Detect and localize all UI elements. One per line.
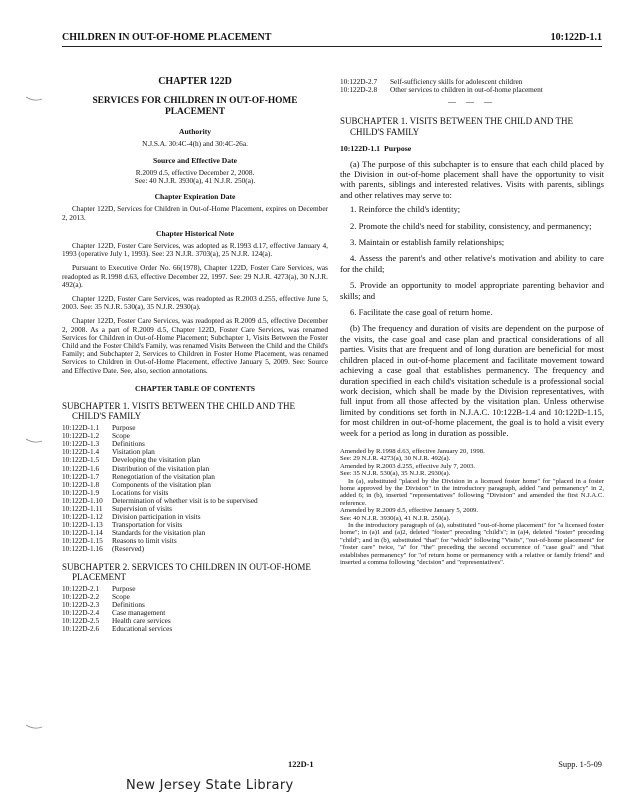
toc-entry-number: 10:122D-1.11 bbox=[62, 504, 103, 514]
margin-mark bbox=[26, 438, 42, 444]
toc-entry-number: 10:122D-1.5 bbox=[62, 455, 100, 465]
amendment-note: Amended by R.1998 d.63, effective January 20, 1998. bbox=[340, 447, 485, 455]
toc-entry-number: 10:122D-1.9 bbox=[62, 487, 100, 497]
toc-entry bbox=[62, 440, 328, 448]
chapter-number: CHAPTER 122D bbox=[158, 76, 232, 87]
toc-entry-number: 10:122D-2.7 bbox=[340, 77, 378, 86]
toc-entry-number: 10:122D-2.5 bbox=[62, 615, 100, 625]
history-paragraph: Chapter 122D, Foster Care Services, was readopted as R.2003 d.255, effective June 5, 2003. See: 35 N.J.R. 530(a), 35 N.J.R. 2930(a). bbox=[62, 294, 328, 312]
subchapter-title: SUBCHAPTER 1. VISITS BETWEEN THE CHILD AND THE CHILD'S FAMILY bbox=[340, 116, 574, 137]
history-paragraph: Pursuant to Executive Order No. 66(1978), Chapter 122D, Foster Care Services, was readopted as R.1998 d.63, effective December 22, 1997. See: 29 N.J.R. 4273(a), 30 N.J.R. 492(a). bbox=[62, 263, 328, 289]
source-line: See: 40 N.J.R. 3930(a), 41 N.J.R. 250(a). bbox=[134, 176, 256, 186]
toc-heading: CHAPTER TABLE OF CONTENTS bbox=[135, 383, 255, 393]
toc-entry-number: 10:122D-1.14 bbox=[62, 528, 103, 538]
amendment-note: See: 40 N.J.R. 3930(a), 41 N.J.R. 250(a). bbox=[340, 514, 451, 522]
toc-entry-number: 10:122D-1.3 bbox=[62, 439, 100, 449]
margin-mark bbox=[26, 96, 42, 102]
toc-subchapter-title: SUBCHAPTER 2. SERVICES TO CHILDREN IN OUT-OF-HOME PLACEMENT bbox=[62, 561, 311, 582]
section-divider: — — — bbox=[448, 97, 496, 107]
amendment-note: Amended by R.2003 d.255, effective July 7, 2003. bbox=[340, 462, 476, 470]
toc-entry-title: Distribution of the visitation plan bbox=[112, 463, 210, 473]
toc-entry-title: Educational services bbox=[112, 624, 173, 634]
paragraph-a: (a) The purpose of this subchapter is to ensure that each child placed by the Division in out-of-home placement shall have the opportunity to visit with parents, siblings and interested relatives. Visits with parents, siblings and other relatives may serve to: bbox=[340, 158, 604, 200]
amendment-note: Amended by R.2009 d.5, effective January 5, 2009. bbox=[340, 507, 479, 515]
toc-entry-title: Supervision of visits bbox=[112, 504, 172, 514]
section-number: 10:122D-1.1 bbox=[340, 144, 381, 154]
header-title: CHILDREN IN OUT-OF-HOME PLACEMENT bbox=[62, 32, 272, 43]
toc-entry-title: Renegotiation of the visitation plan bbox=[112, 471, 215, 481]
toc-entry-title: Scope bbox=[112, 591, 130, 601]
supplement-date: Supp. 1-5-09 bbox=[558, 760, 602, 769]
toc-entry-number: 10:122D-2.3 bbox=[62, 599, 100, 609]
list-item: 5. Provide an opportunity to model appropriate parenting behavior and skills; and bbox=[340, 280, 604, 301]
toc-entry bbox=[62, 481, 328, 489]
toc-entry-number: 10:122D-1.2 bbox=[62, 431, 100, 441]
toc-entry-title: Transportation for visits bbox=[112, 520, 183, 530]
toc-entry-number: 10:122D-1.6 bbox=[62, 463, 100, 473]
source-heading: Source and Effective Date bbox=[152, 155, 237, 165]
toc-entry-title: (Reserved) bbox=[112, 544, 145, 554]
toc-entry-title: Purpose bbox=[112, 423, 136, 433]
list-item: 3. Maintain or establish family relationships; bbox=[350, 237, 505, 248]
toc-entry-number: 10:122D-1.7 bbox=[62, 471, 100, 481]
toc-entry-number: 10:122D-1.4 bbox=[62, 447, 100, 457]
toc-entry-title: Developing the visitation plan bbox=[112, 455, 201, 465]
history-paragraph: Chapter 122D, Foster Care Services, was readopted as R.2009 d.5, effective December 2, 2008. As a part of R.2009 d.5, Chapter 122D, Foster Care Services, was renamed Services for Children in Out-of-Home Placement; Subchapter 1, Visits Between the Foster Child and the Foster Child's Family, was renamed Visits Between the Child and the Child's Family; and Subchapter 2, Services to Children in Foster Home Placement, was renamed Services to Children in Out-of-Home Placement, effective January 5, 2009. See: Source and Effective Date. See, also, section annotations. bbox=[62, 316, 328, 375]
toc-entry bbox=[62, 545, 328, 553]
expiration-heading: Chapter Expiration Date bbox=[154, 192, 236, 202]
toc-entry-number: 10:122D-2.1 bbox=[62, 583, 100, 593]
toc-entry-number: 10:122D-2.6 bbox=[62, 624, 100, 634]
header-section: 10:122D-1.1 bbox=[550, 32, 602, 43]
margin-mark bbox=[26, 724, 42, 730]
amendment-note: See: 35 N.J.R. 530(a), 35 N.J.R. 2930(a). bbox=[340, 470, 451, 478]
toc-entry bbox=[62, 609, 328, 617]
toc-entry-number: 10:122D-1.1 bbox=[62, 423, 100, 433]
paragraph-b: (b) The frequency and duration of visits are dependent on the purpose of the visits, the case goal and case plan and practical considerations of all parties. Visits that are frequent and of long duration are beneficial for most children placed in out-of-home placement and facilitate movement toward achieving a case goal that establishes permanency. The frequency and duration specified in each child's visitation schedule is a professional social work decision, which shall be made by the Division representatives, with full input from all those affected by the visitation plan. Unless otherwise limited by conditions set forth in N.J.A.C. 10:122B-1.4 and 10:122D-1.15, for most children in out-of-home placement, the goal is to hold a visit every week for a period as long in duration as possible. bbox=[340, 323, 604, 438]
source-line: R.2009 d.5, effective December 2, 2008. bbox=[135, 167, 255, 177]
authority-text: N.J.S.A. 30:4C-4(h) and 30:4C-26a. bbox=[142, 139, 248, 149]
toc-entry-title: Division participation in visits bbox=[112, 512, 201, 522]
toc-entry-number: 10:122D-2.2 bbox=[62, 591, 100, 601]
section-heading bbox=[340, 145, 604, 153]
toc-entry-title: Definitions bbox=[112, 599, 145, 609]
toc-entry-number: 10:122D-2.8 bbox=[340, 85, 378, 95]
amendment-note: See: 29 N.J.R. 4273(a), 30 N.J.R. 492(a). bbox=[340, 455, 451, 463]
authority-heading: Authority bbox=[178, 127, 212, 137]
toc-entry-number: 10:122D-1.10 bbox=[62, 495, 103, 505]
expiration-text: Chapter 122D, Services for Children in Out-of-Home Placement, expires on December 2, 2013. bbox=[62, 204, 328, 222]
toc-list bbox=[62, 424, 328, 554]
toc-entry-title: Other services to children in out-of-home placement bbox=[390, 85, 543, 95]
header-rule bbox=[62, 46, 602, 47]
toc-entry bbox=[62, 593, 328, 601]
running-header bbox=[62, 32, 602, 46]
toc-entry-title: Determination of whether visit is to be supervised bbox=[112, 495, 258, 505]
toc-list bbox=[62, 585, 328, 634]
toc-entry-title: Components of the visitation plan bbox=[112, 479, 211, 489]
right-column bbox=[340, 78, 604, 566]
page-number: 122D-1 bbox=[288, 760, 314, 769]
library-stamp: New Jersey State Library bbox=[126, 778, 294, 793]
chapter-title: SERVICES FOR CHILDREN IN OUT-OF-HOME PLACEMENT bbox=[92, 96, 298, 118]
toc-entry-title: Standards for the visitation plan bbox=[112, 528, 206, 538]
toc-entry-title: Reasons to limit visits bbox=[112, 536, 177, 546]
toc-list bbox=[340, 78, 604, 94]
toc-entry bbox=[62, 601, 328, 609]
toc-entry-number: 10:122D-2.4 bbox=[62, 607, 100, 617]
left-column bbox=[62, 78, 328, 633]
toc-subchapter-title: SUBCHAPTER 1. VISITS BETWEEN THE CHILD AND THE CHILD'S FAMILY bbox=[62, 401, 296, 422]
toc-entry-number: 10:122D-1.8 bbox=[62, 479, 100, 489]
list-item: 4. Assess the parent's and other relative's motivation and ability to care for the child; bbox=[340, 253, 604, 274]
toc-entry-title: Purpose bbox=[112, 583, 136, 593]
toc-entry bbox=[62, 432, 328, 440]
toc-entry bbox=[62, 625, 328, 633]
toc-entry bbox=[62, 617, 328, 625]
toc-entry-number: 10:122D-1.13 bbox=[62, 520, 103, 530]
list-item: 1. Reinforce the child's identity; bbox=[350, 204, 461, 215]
history-paragraph: Chapter 122D, Foster Care Services, was adopted as R.1993 d.17, effective January 4, 1993 (operative July 1, 1993). See: 23 N.J.R. 3703(a), 25 N.J.R. 124(a). bbox=[62, 241, 328, 259]
toc-entry-title: Self-sufficiency skills for adolescent children bbox=[390, 77, 523, 86]
toc-entry-number: 10:122D-1.15 bbox=[62, 536, 103, 546]
amendment-note: In the introductory paragraph of (a), substituted "out-of-home placement" for "a licensed foster home"; in (a)1 and (a)2, deleted "foster" preceding "child's"; in (a)4, deleted "foster" preceding "child"; and in (b), substituted "that" for "which" following "Visits", "out-of-home placement" for "foster care" twice, "a" for "the" preceding the second occurrence of "case goal" and "that establishes permanency" for "of return home or permanency with a relative or family friend" and inserted a comma following "decision" and "representatives". bbox=[340, 522, 604, 567]
history-heading: Chapter Historical Note bbox=[156, 228, 234, 238]
toc-entry-number: 10:122D-1.16 bbox=[62, 544, 103, 554]
list-item: 6. Facilitate the case goal of return home. bbox=[350, 307, 493, 318]
list-item: 2. Promote the child's need for stability, consistency, and permanency; bbox=[350, 220, 592, 231]
toc-entry-title: Health care services bbox=[112, 615, 171, 625]
toc-entry bbox=[340, 86, 604, 94]
toc-entry-title: Visitation plan bbox=[112, 447, 155, 457]
toc-entry-number: 10:122D-1.12 bbox=[62, 512, 103, 522]
toc-entry-title: Locations for visits bbox=[112, 487, 169, 497]
section-title: Purpose bbox=[383, 144, 412, 154]
amendment-note: In (a), substituted "placed by the Division in a licensed foster home" for "placed in a foster home approved by the Division" in the introductory paragraph, added "and permanency" in 2, added 6; in (b), inserted "representatives" following "Division" and amended the first N.J.A.C. reference. bbox=[340, 477, 604, 507]
toc-entry bbox=[62, 585, 328, 593]
toc-entry bbox=[62, 424, 328, 432]
toc-entry-title: Scope bbox=[112, 431, 130, 441]
toc-entry-title: Definitions bbox=[112, 439, 145, 449]
toc-entry-title: Case management bbox=[112, 607, 166, 617]
